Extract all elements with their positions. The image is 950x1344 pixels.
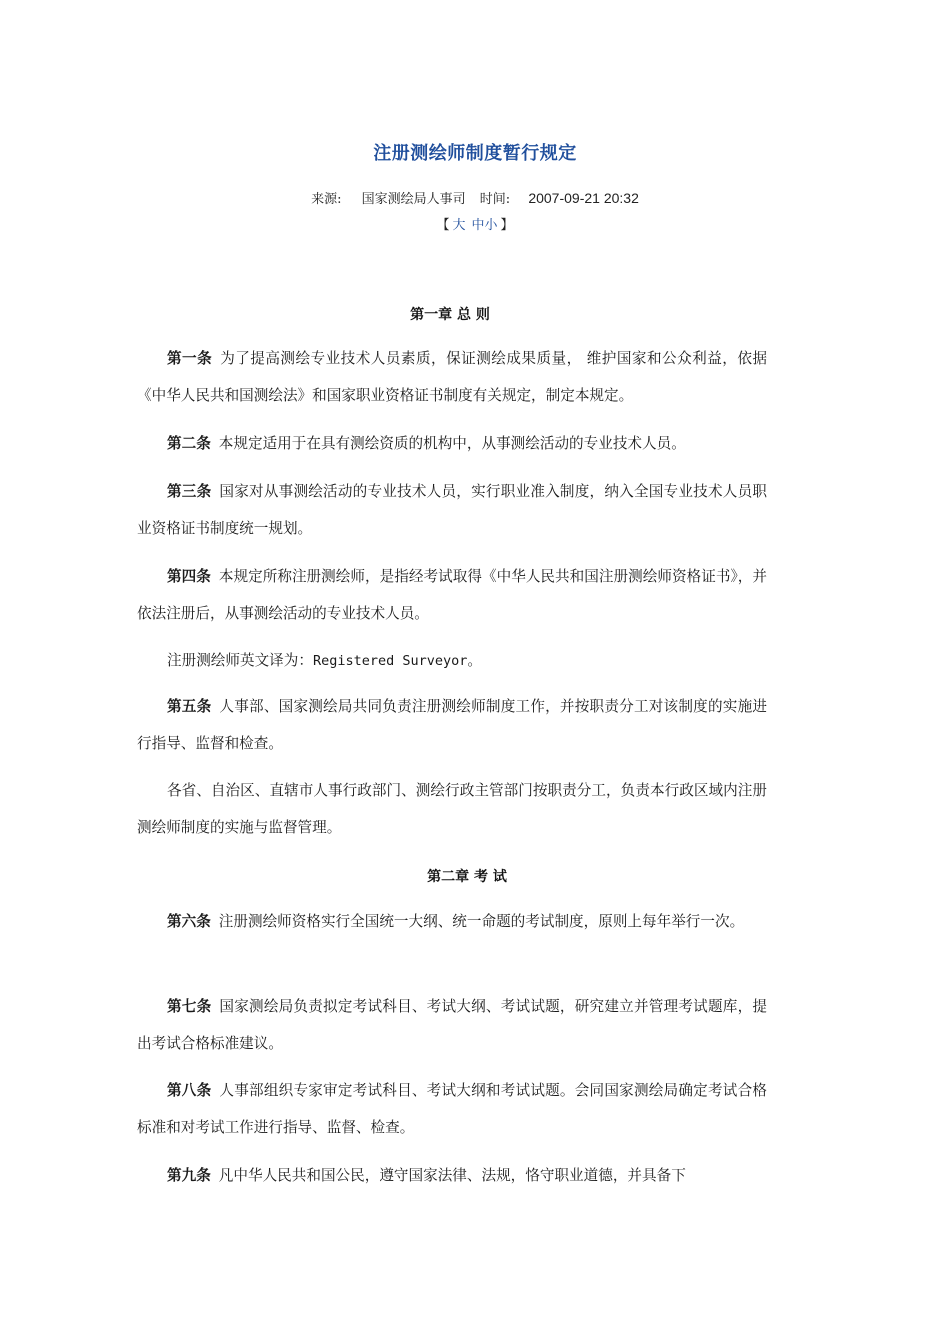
article-text: 人事部组织专家审定考试科目、考试大纲和考试试题。会同国家测绘局确定考试合格标准和对考试工作进行指导、监督、检查。: [137, 1082, 767, 1136]
font-size-small-link[interactable]: 小: [484, 218, 498, 233]
source-label: 来源:: [311, 192, 342, 207]
article-label: 第七条: [167, 998, 212, 1015]
article-paragraph: [137, 688, 767, 762]
article-text: 为了提高测绘专业技术人员素质，保证测绘成果质量， 维护国家和公众利益，依据《中华人民共和国测绘法》和国家职业资格证书制度有关规定，制定本规定。: [137, 350, 767, 404]
article-label: 第二条: [167, 435, 211, 452]
article-paragraph: [137, 425, 767, 462]
font-size-medium-link[interactable]: 中: [471, 218, 485, 233]
article-paragraph: [137, 1072, 767, 1146]
font-size-switcher: [0, 214, 950, 233]
page-title: 注册测绘师制度暂行规定: [373, 143, 577, 164]
article-text: 本规定所称注册测绘师，是指经考试取得《中华人民共和国注册测绘师资格证书》，并依法注册后，从事测绘活动的专业技术人员。: [137, 568, 767, 622]
article-label: 第一条: [167, 350, 213, 367]
source-value: 国家测绘局人事司: [361, 192, 466, 207]
article-text-end: 。: [467, 652, 482, 669]
article-text: 人事部、国家测绘局共同负责注册测绘师制度工作，并按职责分工对该制度的实施进行指导、监督和检查。: [137, 698, 767, 752]
article-meta: [0, 188, 950, 207]
article-label: 第八条: [167, 1082, 212, 1099]
article-label: 第六条: [167, 913, 211, 930]
time-value: 2007-09-21 20:32: [528, 189, 639, 206]
font-size-large-link[interactable]: 大: [452, 218, 466, 233]
article-text: 国家测绘局负责拟定考试科目、考试大纲、考试试题，研究建立并管理考试题库，提出考试合格标准建议。: [137, 998, 767, 1052]
article-label: 第五条: [167, 698, 212, 715]
article-label: 第四条: [167, 568, 211, 585]
article-text: 本规定适用于在具有测绘资质的机构中，从事测绘活动的专业技术人员。: [218, 435, 686, 452]
time-label: 时间:: [479, 192, 511, 207]
article-text: 注册测绘师资格实行全国统一大纲、统一命题的考试制度，原则上每年举行一次。: [218, 913, 745, 930]
article-paragraph: [137, 642, 767, 680]
chapter-heading: 第一章 总 则: [410, 307, 490, 323]
article-text: 各省、自治区、直辖市人事行政部门、测绘行政主管部门按职责分工，负责本行政区域内注册测绘师制度的实施与监督管理。: [137, 782, 767, 836]
article-paragraph: [137, 473, 767, 547]
article-paragraph: [137, 1157, 767, 1194]
article-text-english: Registered Surveyor: [312, 653, 468, 669]
article-text: 注册测绘师英文译为：: [167, 652, 313, 669]
article-paragraph: [137, 903, 767, 940]
article-paragraph: [137, 340, 767, 414]
bracket-close: 】: [500, 218, 514, 233]
article-label: 第九条: [167, 1167, 211, 1184]
article-text: 凡中华人民共和国公民，遵守国家法律、法规，恪守职业道德，并具备下: [218, 1167, 686, 1184]
article-label: 第三条: [167, 483, 212, 500]
bracket-open: 【: [436, 218, 450, 233]
article-paragraph: [137, 558, 767, 632]
article-paragraph: [137, 988, 767, 1062]
article-paragraph: [137, 772, 767, 846]
article-text: 国家对从事测绘活动的专业技术人员，实行职业准入制度，纳入全国专业技术人员职业资格证书制度统一规划。: [137, 483, 767, 537]
chapter-heading: 第二章 考 试: [427, 869, 507, 885]
